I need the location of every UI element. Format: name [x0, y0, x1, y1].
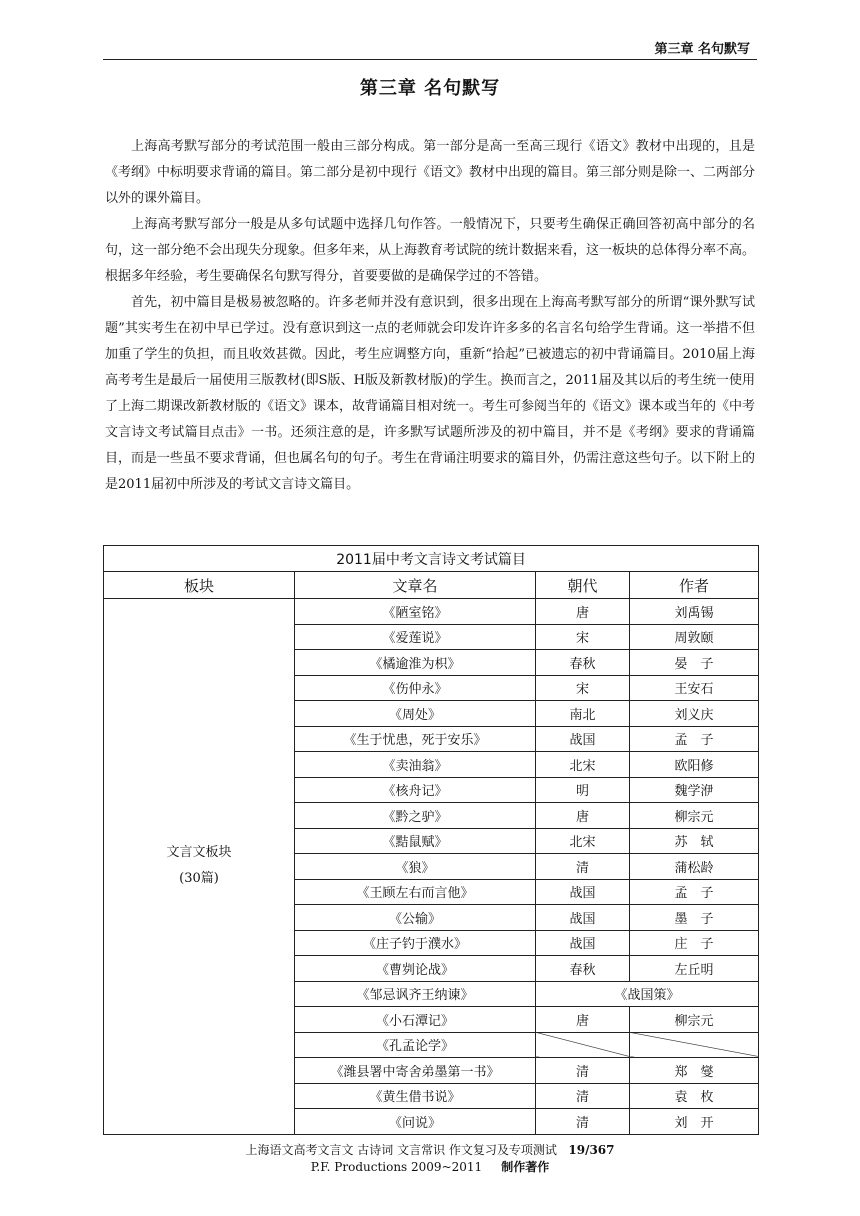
section-count: (30篇) — [179, 871, 219, 887]
work-author: 刘禹锡 — [630, 599, 759, 625]
paragraph-2: 上海高考默写部分一般是从多句试题中选择几句作答。一般情况下，只要考生确保正确回答初高中部分的名句，这一部分绝不会出现失分现象。但多年来，从上海教育考试院的统计数据来看，这一板块的总体得分率不高。根据多年经验，考生要确保名句默写得分，首要要做的是确保学过的不答错。 — [105, 217, 756, 284]
paragraph-3: 首先，初中篇目是极易被忽略的。许多老师并没有意识到，很多出现在上海高考默写部分的所谓“课外默写试题”其实考生在初中早已学过。没有意识到这一点的老师就会印发许许多多的名言名句给学生背诵。这一举措不但加重了学生的负担，而且收效甚微。因此，考生应调整方向，重新“拾起”已被遗忘的初中背诵篇目。2010届上海高考考生是最后一届使用三版教材(即S版、H版及新教材版)的学生。换而言之，2011届及其以后的考生统一使用了上海二期课改新教材版的《语文》课本，故背诵篇目相对统一。考生可参阅当年的《语文》课本或当年的《中考文言诗文考试篇目点击》一书。还须注意的是，许多默写试题所涉及的初中篇目，并不是《考纲》要求的背诵篇目，而是一些虽不要求背诵，但也属名句的句子。考生在背诵注明要求的篇目外，仍需注意这些句子。以下附上的是2011届初中所涉及的考试文言诗文篇目。 — [105, 295, 756, 492]
page-footer — [0, 1142, 860, 1176]
work-author: 左丘明 — [630, 956, 759, 982]
work-dynasty: 战国 — [536, 879, 630, 905]
work-title: 《狼》 — [295, 854, 536, 880]
work-title: 《庄子钓于濮水》 — [295, 930, 536, 956]
work-author: 蒲松龄 — [630, 854, 759, 880]
work-title: 《卖油翁》 — [295, 752, 536, 778]
work-title: 《核舟记》 — [295, 777, 536, 803]
work-source: 《战国策》 — [536, 981, 759, 1007]
work-title: 《黠鼠赋》 — [295, 828, 536, 854]
work-title: 《邹忌讽齐王纳谏》 — [295, 981, 536, 1007]
work-dynasty: 北宋 — [536, 752, 630, 778]
empty-diagonal-cell — [630, 1032, 759, 1058]
work-title: 《爱莲说》 — [295, 624, 536, 650]
work-author: 王安石 — [630, 675, 759, 701]
work-dynasty: 战国 — [536, 905, 630, 931]
exam-list-table — [103, 545, 759, 1135]
section-label: 文言文板块 — [166, 845, 232, 861]
work-dynasty: 战国 — [536, 726, 630, 752]
work-dynasty: 清 — [536, 1083, 630, 1109]
work-dynasty: 战国 — [536, 930, 630, 956]
work-author: 刘 开 — [630, 1109, 759, 1135]
header-rule — [103, 59, 757, 60]
work-title: 《潍县署中寄舍弟墨第一书》 — [295, 1058, 536, 1084]
header-dynasty: 朝代 — [536, 572, 630, 599]
footer-credit: 制作著作 — [501, 1160, 550, 1174]
body-text — [105, 134, 755, 498]
work-title: 《橘逾淮为枳》 — [295, 650, 536, 676]
work-dynasty: 宋 — [536, 675, 630, 701]
work-dynasty: 唐 — [536, 803, 630, 829]
work-title: 《曹刿论战》 — [295, 956, 536, 982]
work-dynasty: 南北 — [536, 701, 630, 727]
work-dynasty: 春秋 — [536, 956, 630, 982]
work-dynasty: 清 — [536, 854, 630, 880]
header-author: 作者 — [630, 572, 759, 599]
section-cell — [104, 599, 295, 1135]
work-author: 庄 子 — [630, 930, 759, 956]
work-title: 《黄生借书说》 — [295, 1083, 536, 1109]
table-row — [104, 599, 759, 625]
work-author: 柳宗元 — [630, 1007, 759, 1033]
chapter-title: 第三章 名句默写 — [359, 78, 501, 99]
work-title: 《陋室铭》 — [295, 599, 536, 625]
work-author: 孟 子 — [630, 879, 759, 905]
paragraph-1: 上海高考默写部分的考试范围一般由三部分构成。第一部分是高一至高三现行《语文》教材中出现的，且是《考纲》中标明要求背诵的篇目。第二部分是初中现行《语文》教材中出现的篇目。第三部分则是除一、二两部分以外的课外篇目。 — [105, 139, 756, 206]
header-title: 文章名 — [295, 572, 536, 599]
work-title: 《问说》 — [295, 1109, 536, 1135]
work-title: 《孔孟论学》 — [295, 1032, 536, 1058]
work-author: 刘义庆 — [630, 701, 759, 727]
footer-line-2 — [0, 1159, 860, 1176]
work-title: 《公输》 — [295, 905, 536, 931]
work-title: 《生于忧患，死于安乐》 — [295, 726, 536, 752]
footer-book-title: 上海语文高考文言文 古诗词 文言常识 作文复习及专项测试 — [245, 1143, 557, 1157]
footer-production: P.F. Productions 2009~2011 — [310, 1160, 483, 1174]
running-header: 第三章 名句默写 — [654, 42, 750, 57]
work-title: 《黔之驴》 — [295, 803, 536, 829]
work-dynasty: 唐 — [536, 599, 630, 625]
table-caption-row — [104, 546, 759, 572]
work-dynasty: 清 — [536, 1109, 630, 1135]
work-dynasty: 清 — [536, 1058, 630, 1084]
work-title: 《王顾左右而言他》 — [295, 879, 536, 905]
table-header-row — [104, 572, 759, 599]
work-author: 欧阳修 — [630, 752, 759, 778]
empty-diagonal-cell — [536, 1032, 630, 1058]
work-author: 周敦颐 — [630, 624, 759, 650]
work-author: 苏 轼 — [630, 828, 759, 854]
footer-line-1 — [0, 1142, 860, 1159]
work-title: 《伤仲永》 — [295, 675, 536, 701]
work-author: 孟 子 — [630, 726, 759, 752]
work-author: 郑 燮 — [630, 1058, 759, 1084]
work-dynasty: 明 — [536, 777, 630, 803]
work-dynasty: 北宋 — [536, 828, 630, 854]
header-section: 板块 — [104, 572, 295, 599]
work-author: 柳宗元 — [630, 803, 759, 829]
work-dynasty: 宋 — [536, 624, 630, 650]
work-author: 魏学洢 — [630, 777, 759, 803]
table-caption: 2011届中考文言诗文考试篇目 — [104, 546, 759, 572]
work-author: 袁 枚 — [630, 1083, 759, 1109]
work-title: 《小石潭记》 — [295, 1007, 536, 1033]
work-dynasty: 春秋 — [536, 650, 630, 676]
work-author: 墨 子 — [630, 905, 759, 931]
page-number: 19/367 — [568, 1143, 615, 1157]
work-dynasty: 唐 — [536, 1007, 630, 1033]
work-author: 晏 子 — [630, 650, 759, 676]
work-title: 《周处》 — [295, 701, 536, 727]
